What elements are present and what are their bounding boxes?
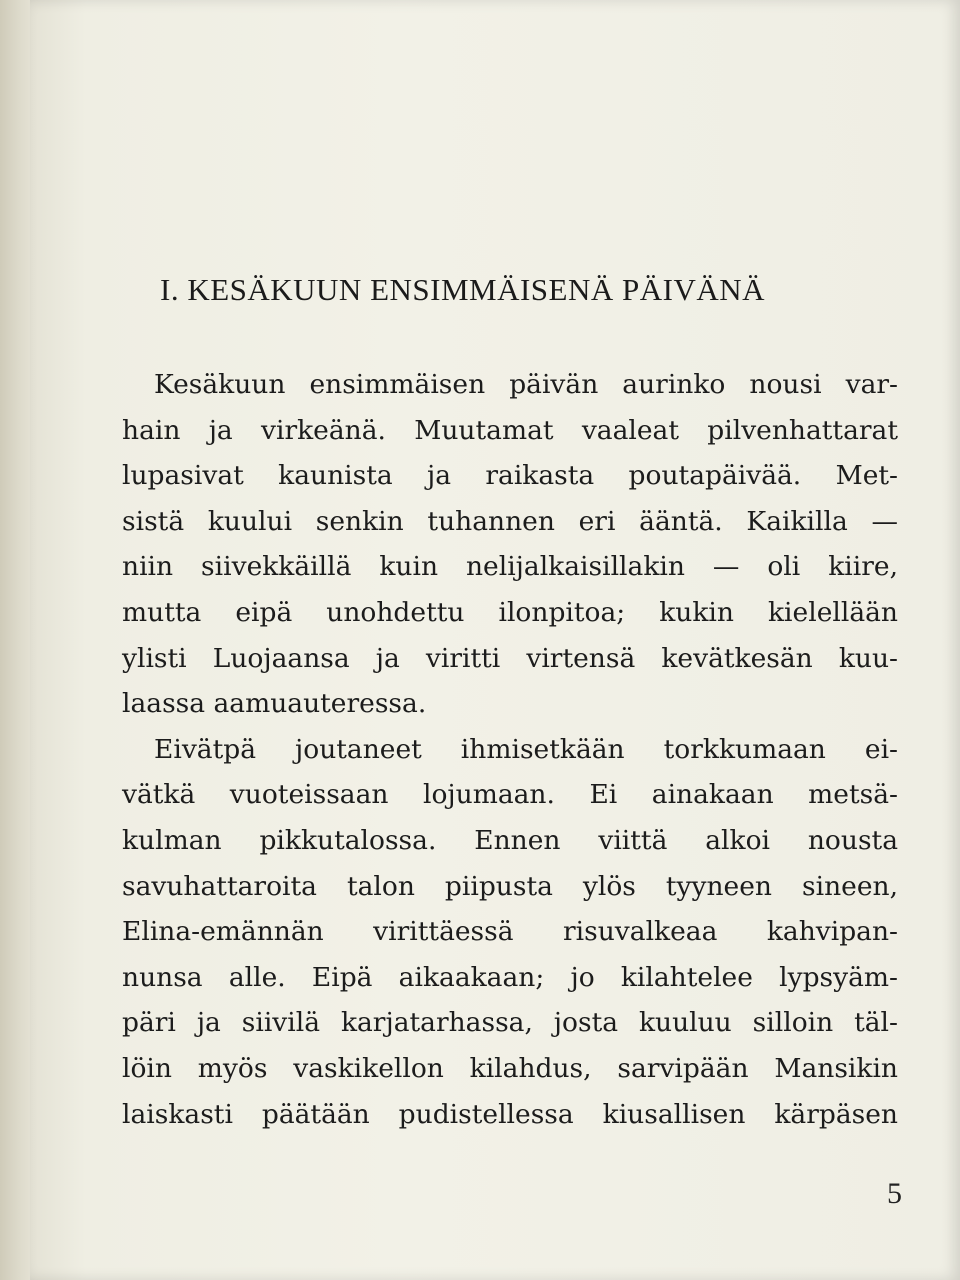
text-line: nunsa alle. Eipä aikaakaan; jo kilahtelee lypsyäm- (122, 961, 898, 993)
chapter-title: I. KESÄKUUN ENSIMMÄISENÄ PÄIVÄNÄ (160, 272, 765, 307)
text-line: lupasivat kaunista ja raikasta poutapäivää. Met- (122, 460, 898, 492)
text-line: laiskasti päätään pudistellessa kiusallisen kärpäsen (122, 1098, 898, 1130)
text-line: laassa aamuauteressa. (122, 688, 427, 720)
text-line: Elina-emännän virittäessä risuvalkeaa kahvipan- (122, 916, 898, 948)
text-line: vätkä vuoteissaan lojumaan. Ei ainakaan metsä- (122, 779, 898, 811)
text-line: päri ja siivilä karjatarhassa, josta kuuluu silloin täl- (122, 1007, 898, 1039)
text-line: hain ja virkeänä. Muutamat vaaleat pilvenhattarat (122, 414, 898, 446)
text-line: savuhattaroita talon piipusta ylös tyyneen sineen, (122, 870, 898, 902)
text-line: löin myös vaskikellon kilahdus, sarvipään Mansikin (122, 1052, 898, 1084)
page-number: 5 (887, 1177, 902, 1210)
text-line: mutta eipä unohdettu ilonpitoa; kukin kielellään (122, 596, 898, 628)
text-line: ylisti Luojaansa ja viritti virtensä kevätkesän kuu- (122, 642, 898, 674)
text-line: Eivätpä joutaneet ihmisetkään torkkumaan ei- (154, 733, 898, 765)
text-line: Kesäkuun ensimmäisen päivän aurinko nousi var- (154, 369, 898, 400)
body-text (122, 362, 898, 1137)
text-line: niin siivekkäillä kuin nelijalkaisillakin — oli kiire, (122, 551, 898, 583)
text-line: sistä kuului senkin tuhannen eri ääntä. Kaikilla — (122, 505, 898, 537)
text-line: kulman pikkutalossa. Ennen viittä alkoi nousta (122, 824, 898, 856)
left-page-edge (0, 0, 34, 1280)
